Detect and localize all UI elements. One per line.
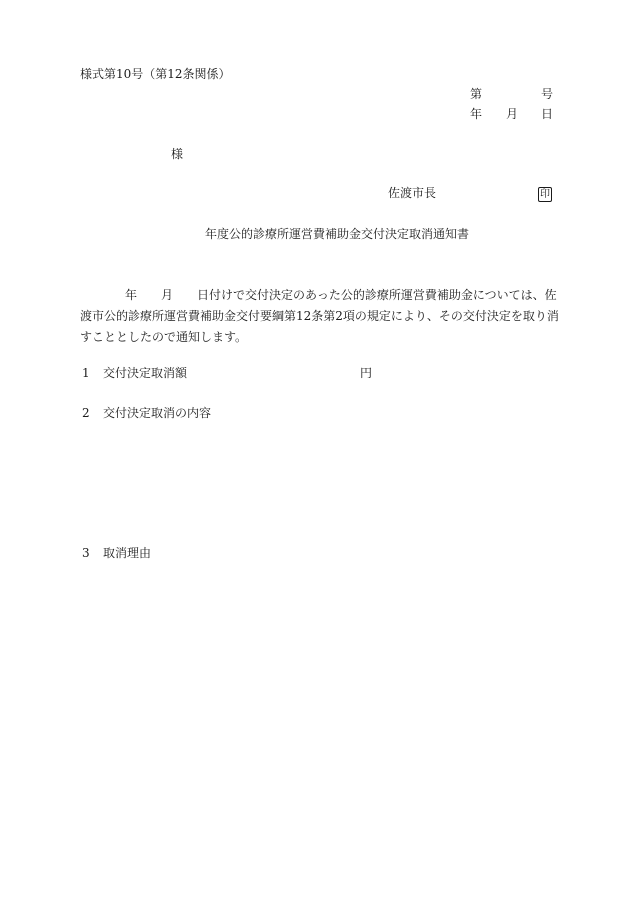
body-line-1 — [80, 285, 557, 306]
document-title: 年度公的診療所運営費補助金交付決定取消通知書 — [205, 227, 470, 241]
body-line-3: すこととしたので通知します。 — [80, 330, 248, 344]
issuer-title: 佐渡市長 — [388, 186, 437, 200]
body-year: 年 — [125, 288, 138, 302]
seal-icon: 印 — [540, 189, 550, 200]
item-1-unit: 円 — [360, 366, 373, 380]
body-month: 月 — [161, 288, 174, 302]
item-1-label: 交付決定取消額 — [103, 366, 188, 380]
document-number-suffix: 号 — [541, 87, 554, 101]
item-2-label: 交付決定取消の内容 — [103, 406, 212, 420]
item-2-number: 2 — [82, 406, 90, 420]
date-year-label: 年 — [470, 107, 483, 121]
body-paragraph — [80, 285, 559, 348]
date-month-label: 月 — [506, 107, 519, 121]
addressee-suffix: 様 — [171, 147, 184, 161]
item-3-number: 3 — [82, 546, 90, 560]
document-number-prefix: 第 — [470, 87, 483, 101]
form-number-label: 様式第10号（第12条関係） — [80, 67, 231, 81]
item-3-label: 取消理由 — [103, 546, 152, 560]
body-line-1-text: 日付けで交付決定のあった公的診療所運営費補助金については、佐 — [197, 288, 557, 302]
date-day-label: 日 — [541, 107, 554, 121]
item-1-number: 1 — [82, 366, 90, 380]
body-line-2: 渡市公的診療所運営費補助金交付要綱第12条第2項の規定により、その交付決定を取り消 — [80, 309, 559, 323]
seal-mark — [538, 186, 552, 202]
